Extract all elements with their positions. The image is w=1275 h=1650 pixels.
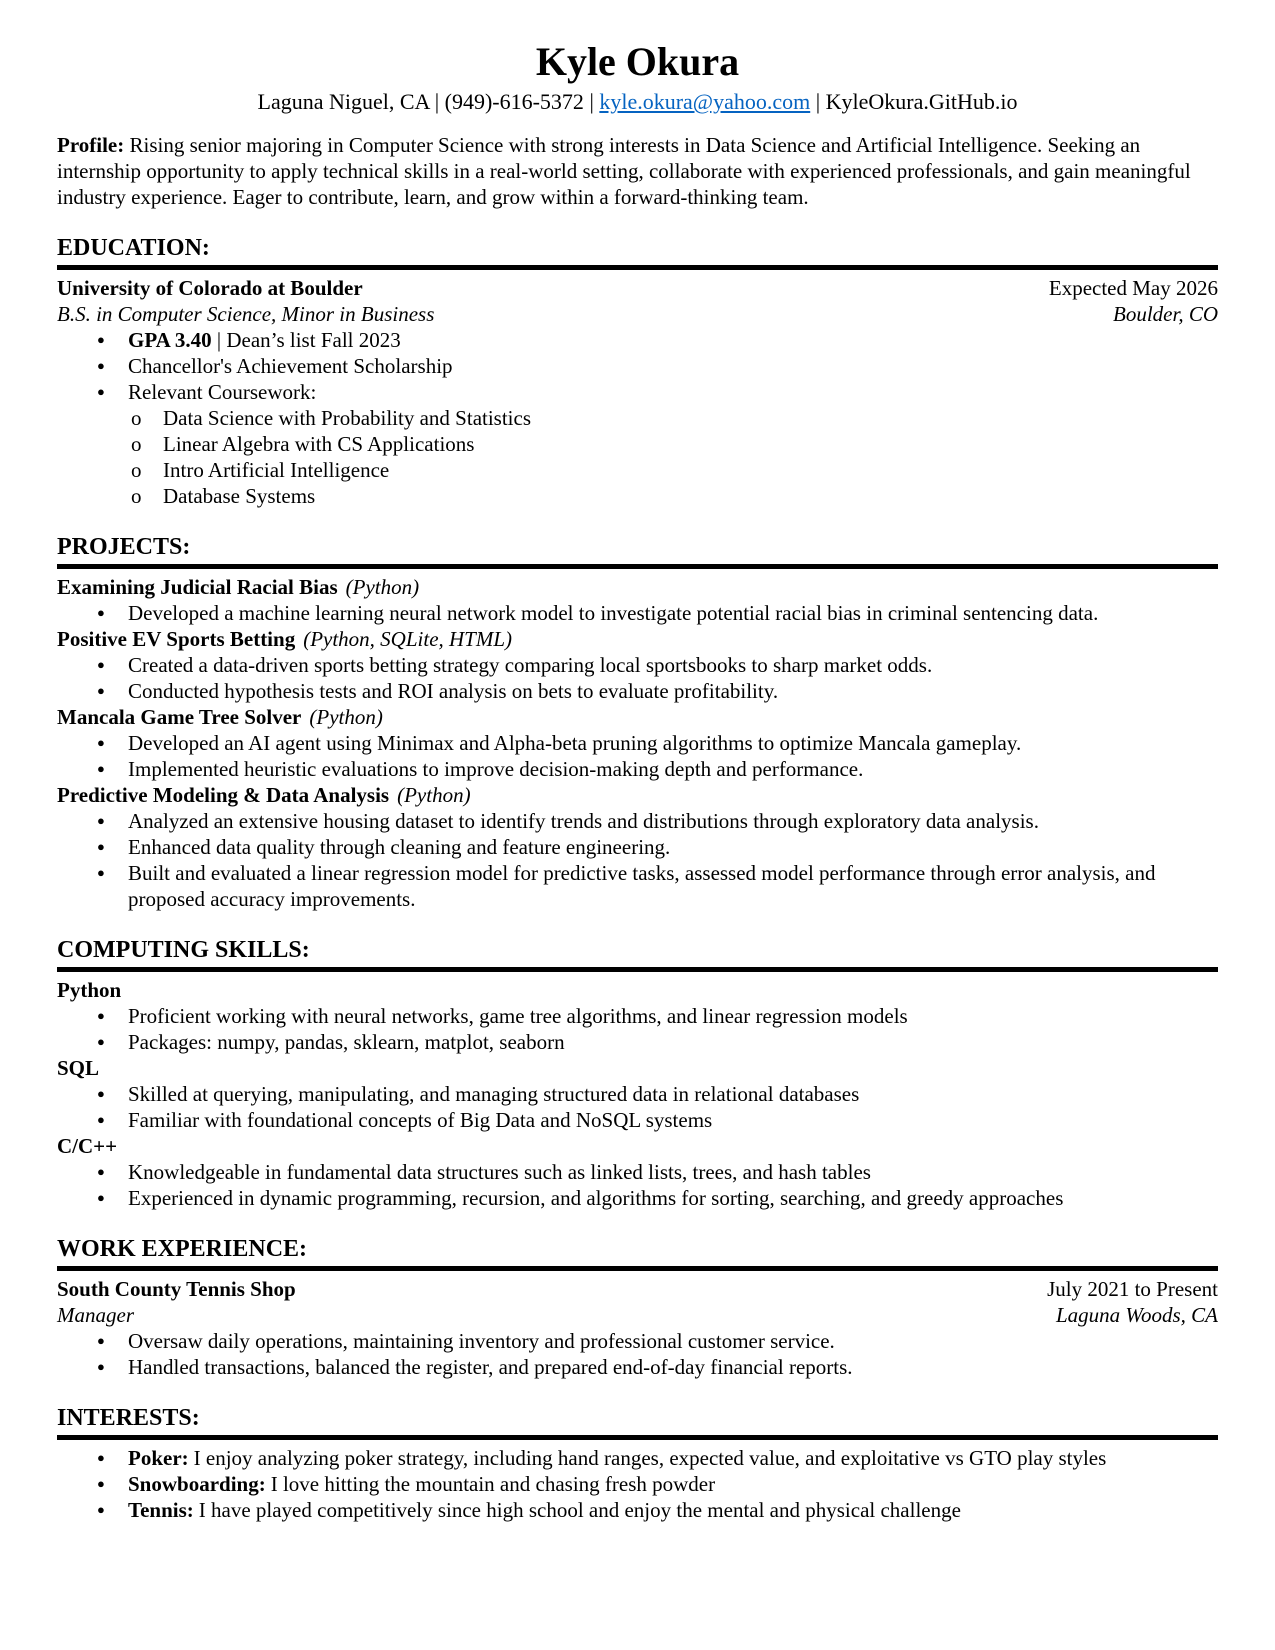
skill-name: C/C++: [57, 1134, 118, 1158]
section-education: [57, 234, 1218, 509]
profile-text: Rising senior majoring in Computer Science with strong interests in Data Science and Artificial Intelligence. Seeking an internship opportunity to apply technical skills in a real-world setting, collaborate with experienced professionals, and gain meaningful industry experience. Eager to contribute, learn, and grow within a forward-thinking team.: [57, 133, 1191, 209]
list-item: o Intro Artificial Intelligence: [57, 457, 1218, 483]
education-school-row: [57, 275, 1218, 301]
list-item: [57, 1497, 1218, 1523]
work-dates: July 2021 to Present: [1047, 1277, 1218, 1301]
email-link[interactable]: kyle.okura@yahoo.com: [599, 89, 811, 114]
interests-heading: INTERESTS:: [57, 1404, 1218, 1440]
project-title-row: [57, 704, 1218, 730]
list-item: [57, 1445, 1218, 1471]
degree: B.S. in Computer Science, Minor in Business: [57, 302, 435, 326]
interest-label: Tennis:: [128, 1498, 194, 1522]
list-item: ● Skilled at querying, manipulating, and managing structured data in relational databases: [57, 1081, 1218, 1107]
list-item: ● Conducted hypothesis tests and ROI analysis on bets to evaluate profitability.: [57, 678, 1218, 704]
work-location: Laguna Woods, CA: [1055, 1303, 1218, 1327]
project-bullets: [57, 600, 1218, 626]
project-title: Predictive Modeling & Data Analysis: [57, 783, 390, 807]
list-item: [57, 1471, 1218, 1497]
work-heading: WORK EXPERIENCE:: [57, 1235, 1218, 1271]
project-tech: (Python): [345, 575, 420, 599]
interests-list: [57, 1445, 1218, 1523]
contact-separator: |: [429, 89, 445, 114]
profile-paragraph: [57, 132, 1218, 210]
education-heading: EDUCATION:: [57, 234, 1218, 270]
project-title-row: [57, 574, 1218, 600]
list-item: [57, 327, 1218, 353]
contact-line: [57, 88, 1218, 116]
interest-text: I love hitting the mountain and chasing fresh powder: [270, 1472, 716, 1496]
contact-location: Laguna Niguel, CA: [257, 89, 430, 114]
school-name: University of Colorado at Boulder: [57, 276, 363, 300]
gpa-value: GPA 3.40: [128, 328, 212, 352]
skill-entry: [57, 1133, 1218, 1211]
list-item: ● Chancellor's Achievement Scholarship: [57, 353, 1218, 379]
list-item: ● Built and evaluated a linear regression model for predictive tasks, assessed model performance through error analysis, and proposed accuracy improvements.: [57, 860, 1218, 912]
skills-heading: COMPUTING SKILLS:: [57, 936, 1218, 972]
work-role-row: [57, 1302, 1218, 1328]
project-entry: [57, 704, 1218, 782]
list-item: ● Handled transactions, balanced the register, and prepared end-of-day financial reports.: [57, 1354, 1218, 1380]
job-title: Manager: [57, 1303, 134, 1327]
list-item: ● Knowledgeable in fundamental data structures such as linked lists, trees, and hash tables: [57, 1159, 1218, 1185]
skill-entry: [57, 977, 1218, 1055]
skill-bullets: [57, 1159, 1218, 1211]
project-entry: [57, 574, 1218, 626]
list-item: ● Familiar with foundational concepts of Big Data and NoSQL systems: [57, 1107, 1218, 1133]
contact-website: KyleOkura.GitHub.io: [825, 89, 1018, 114]
list-item: ● Implemented heuristic evaluations to improve decision-making depth and performance.: [57, 756, 1218, 782]
section-interests: [57, 1404, 1218, 1523]
school-location: Boulder, CO: [1113, 302, 1218, 326]
list-item: ● Proficient working with neural networks, game tree algorithms, and linear regression models: [57, 1003, 1218, 1029]
list-item: ● Packages: numpy, pandas, sklearn, matplot, seaborn: [57, 1029, 1218, 1055]
projects-heading: PROJECTS:: [57, 533, 1218, 569]
contact-separator: |: [810, 89, 826, 114]
list-item: o Data Science with Probability and Statistics: [57, 405, 1218, 431]
coursework-list: [57, 405, 1218, 509]
list-item: ● Experienced in dynamic programming, recursion, and algorithms for sorting, searching, and greedy approaches: [57, 1185, 1218, 1211]
company-name: South County Tennis Shop: [57, 1277, 296, 1301]
interest-text: I have played competitively since high school and enjoy the mental and physical challenge: [198, 1498, 961, 1522]
education-bullets: [57, 327, 1218, 405]
profile-label: Profile:: [57, 133, 125, 157]
section-computing-skills: [57, 936, 1218, 1211]
project-bullets: [57, 652, 1218, 704]
list-item: ● Created a data-driven sports betting strategy comparing local sportsbooks to sharp market odds.: [57, 652, 1218, 678]
project-entry: [57, 782, 1218, 912]
contact-separator: |: [583, 89, 600, 114]
skill-name: Python: [57, 978, 122, 1002]
interest-text: I enjoy analyzing poker strategy, including hand ranges, expected value, and exploitative vs GTO play styles: [193, 1446, 1107, 1470]
gpa-detail: | Dean’s list Fall 2023: [211, 328, 401, 352]
work-company-row: [57, 1276, 1218, 1302]
project-title: Mancala Game Tree Solver: [57, 705, 302, 729]
list-item: ● Developed a machine learning neural network model to investigate potential racial bias in criminal sentencing data.: [57, 600, 1218, 626]
section-work-experience: [57, 1235, 1218, 1380]
section-projects: [57, 533, 1218, 912]
work-bullets: [57, 1328, 1218, 1380]
list-item: o Database Systems: [57, 483, 1218, 509]
project-tech: (Python): [397, 783, 471, 807]
project-bullets: [57, 808, 1218, 912]
list-item: o Linear Algebra with CS Applications: [57, 431, 1218, 457]
contact-phone: (949)-616-5372: [444, 89, 584, 114]
skill-name: SQL: [57, 1056, 100, 1080]
project-title-row: [57, 626, 1218, 652]
list-item: ● Analyzed an extensive housing dataset to identify trends and distributions through exploratory data analysis.: [57, 808, 1218, 834]
graduation-date: Expected May 2026: [1048, 276, 1218, 300]
project-bullets: [57, 730, 1218, 782]
interest-label: Snowboarding:: [128, 1472, 266, 1496]
interest-label: Poker:: [128, 1446, 189, 1470]
page-title: Kyle Okura: [535, 39, 740, 84]
list-item: ● Oversaw daily operations, maintaining inventory and professional customer service.: [57, 1328, 1218, 1354]
list-item: ● Enhanced data quality through cleaning and feature engineering.: [57, 834, 1218, 860]
project-tech: (Python): [309, 705, 383, 729]
project-title: Examining Judicial Racial Bias: [57, 575, 338, 599]
education-degree-row: [57, 301, 1218, 327]
skill-entry: [57, 1055, 1218, 1133]
project-entry: [57, 626, 1218, 704]
skill-bullets: [57, 1003, 1218, 1055]
list-item: ● Relevant Coursework:: [57, 379, 1218, 405]
skill-bullets: [57, 1081, 1218, 1133]
list-item: ● Developed an AI agent using Minimax and Alpha-beta pruning algorithms to optimize Mancala gameplay.: [57, 730, 1218, 756]
project-tech: (Python, SQLite, HTML): [303, 627, 513, 651]
project-title: Positive EV Sports Betting: [57, 627, 296, 651]
project-title-row: [57, 782, 1218, 808]
